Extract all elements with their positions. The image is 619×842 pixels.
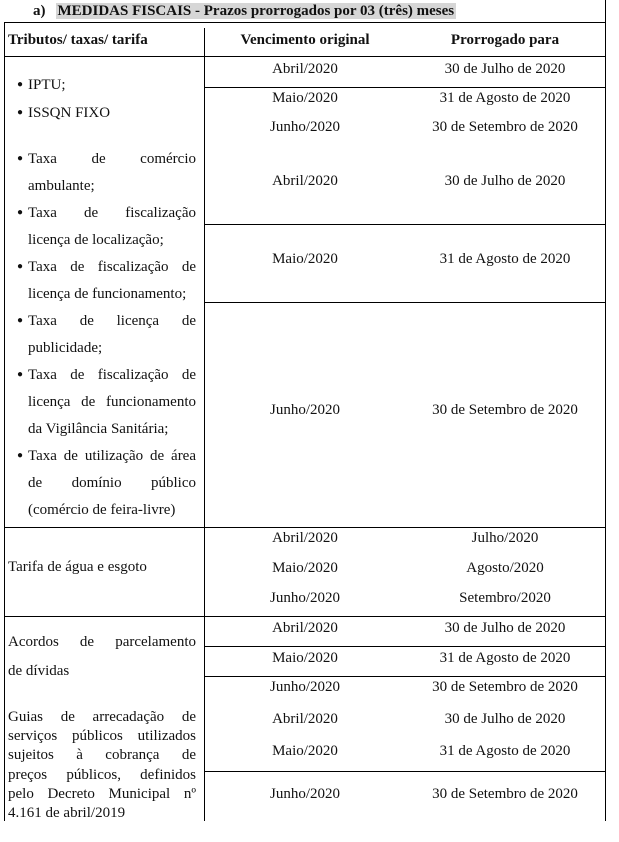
item-vigilancia-line3: da Vigilância Sanitária; (28, 421, 169, 437)
item-publicidade-line2: publicidade; (28, 340, 103, 356)
g2-new-2: Agosto/2020 (466, 560, 544, 576)
item-issqn: ISSQN FIXO (28, 105, 111, 121)
item-localizacao-line2: licença de localização; (28, 232, 164, 248)
item-funcionamento-line2: licença de funcionamento; (28, 286, 187, 302)
g1-new-3: 30 de Setembro de 2020 (432, 119, 578, 135)
section-letter: a) (33, 3, 46, 19)
bullet-icon: ● (17, 315, 24, 326)
g4-label-line2: serviços públicos utilizados (8, 728, 196, 744)
bullet-icon: ● (17, 207, 24, 218)
g1-new-1: 30 de Julho de 2020 (444, 61, 566, 77)
g4-orig-3: Junho/2020 (269, 786, 340, 802)
header-vencimento: Vencimento original (240, 32, 370, 48)
g3-new-1: 30 de Julho de 2020 (444, 620, 566, 636)
g1-orig-4: Abril/2020 (272, 173, 338, 189)
g4-new-1: 30 de Julho de 2020 (444, 711, 566, 727)
item-funcionamento-line1: Taxa de fiscalização de (28, 259, 196, 275)
g3-orig-3: Junho/2020 (269, 679, 340, 695)
bullet-icon: ● (17, 261, 24, 272)
bullet-icon: ● (17, 369, 24, 380)
g1-new-5: 31 de Agosto de 2020 (439, 251, 571, 267)
g4-label-line3: sujeitos à cobrança de (8, 747, 196, 763)
item-vigilancia-line1: Taxa de fiscalização de (28, 367, 196, 383)
g2-label: Tarifa de água e esgoto (8, 559, 147, 575)
g2-new-3: Setembro/2020 (459, 590, 551, 606)
g2-orig-3: Junho/2020 (269, 590, 340, 606)
item-comercio-line2: ambulante; (28, 178, 95, 194)
g3-new-2: 31 de Agosto de 2020 (439, 650, 571, 666)
g1-new-2: 31 de Agosto de 2020 (439, 90, 571, 106)
item-feira-line3: (comércio de feira-livre) (28, 502, 176, 518)
item-iptu: IPTU; (28, 77, 66, 93)
g1-orig-3: Junho/2020 (269, 119, 340, 135)
item-feira-line1: Taxa de utilização de área (28, 448, 196, 464)
g1-new-6: 30 de Setembro de 2020 (432, 402, 578, 418)
bullet-icon: ● (17, 107, 24, 118)
g3-new-3: 30 de Setembro de 2020 (432, 679, 578, 695)
section-title (33, 1, 456, 21)
g2-orig-1: Abril/2020 (272, 530, 338, 546)
g3-orig-2: Maio/2020 (272, 650, 338, 666)
g2-orig-2: Maio/2020 (272, 560, 338, 576)
g4-label-line4: preços públicos, definidos (8, 767, 196, 783)
item-comercio-line1: Taxa de comércio (28, 151, 196, 167)
g1-orig-1: Abril/2020 (272, 61, 338, 77)
bullet-icon: ● (17, 450, 24, 461)
item-vigilancia-line2: licença de funcionamento (28, 394, 196, 410)
header-tributos: Tributos/ taxas/ tarifa (8, 32, 148, 48)
g4-label-line5: pelo Decreto Municipal nº (8, 786, 196, 802)
g4-orig-1: Abril/2020 (272, 711, 338, 727)
g2-new-1: Julho/2020 (471, 530, 539, 546)
bullet-icon: ● (17, 153, 24, 164)
section-title-text: MEDIDAS FISCAIS - Prazos prorrogados por 03 (três) meses (57, 3, 455, 19)
g4-new-3: 30 de Setembro de 2020 (432, 786, 578, 802)
g3-label-line2: de dívidas (8, 663, 70, 679)
item-localizacao-line1: Taxa de fiscalização (28, 205, 196, 221)
g1-new-4: 30 de Julho de 2020 (444, 173, 566, 189)
g3-orig-1: Abril/2020 (272, 620, 338, 636)
g4-label-line6: 4.161 de abril/2019 (8, 805, 126, 821)
g1-orig-5: Maio/2020 (272, 251, 338, 267)
header-prorrogado: Prorrogado para (450, 32, 560, 48)
g1-orig-6: Junho/2020 (269, 402, 340, 418)
g3-label-line1: Acordos de parcelamento (8, 634, 196, 650)
bullet-icon: ● (17, 79, 24, 90)
g4-new-2: 31 de Agosto de 2020 (439, 743, 571, 759)
g1-orig-2: Maio/2020 (272, 90, 338, 106)
g4-orig-2: Maio/2020 (272, 743, 338, 759)
g4-label-line1: Guias de arrecadação de (8, 709, 196, 725)
item-publicidade-line1: Taxa de licença de (28, 313, 196, 329)
item-feira-line2: de domínio público (28, 475, 196, 491)
